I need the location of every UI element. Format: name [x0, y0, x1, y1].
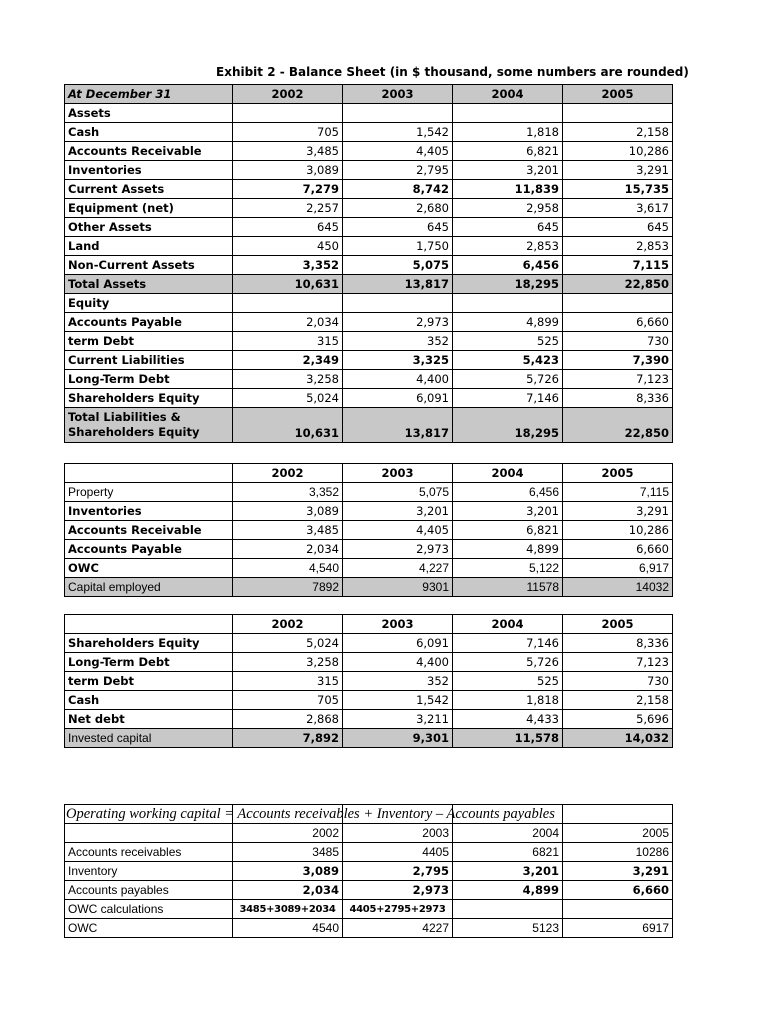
table-row: [65, 559, 673, 578]
cell-value: 11,839: [453, 180, 563, 199]
table-row: [65, 710, 673, 729]
row-label: Equipment (net): [65, 199, 233, 218]
cell-value: 18,295: [453, 408, 563, 443]
table-row: [65, 483, 673, 502]
row-label: Invested capital: [65, 729, 233, 748]
cell-value: 3,201: [453, 161, 563, 180]
cell-value: 9301: [343, 578, 453, 597]
invested-capital-table: [64, 614, 673, 748]
year-header: 2004: [453, 615, 563, 634]
cell-value: 352: [343, 332, 453, 351]
cell-value: 525: [453, 332, 563, 351]
cell-value: 8,336: [563, 389, 673, 408]
formula-row: [65, 805, 673, 824]
row-label: Non-Current Assets: [65, 256, 233, 275]
table-header-row: [65, 464, 673, 483]
cell-value: 3485+3089+2034: [233, 900, 343, 919]
cell-value: 9,301: [343, 729, 453, 748]
row-label: Current Assets: [65, 180, 233, 199]
cell-value: 2,349: [233, 351, 343, 370]
year-header: 2005: [563, 85, 673, 104]
cell-value: 6821: [453, 843, 563, 862]
cell-value: 7,115: [563, 256, 673, 275]
cell-value: 5,696: [563, 710, 673, 729]
cell-value: 645: [453, 218, 563, 237]
cell-value: 5123: [453, 919, 563, 938]
cell-value: 2,680: [343, 199, 453, 218]
cell-value: 2,958: [453, 199, 563, 218]
cell-value: 2,034: [233, 313, 343, 332]
cell-value: 6,456: [453, 256, 563, 275]
row-label: Accounts Payable: [65, 540, 233, 559]
cell-value: 4,899: [453, 313, 563, 332]
cell-value: 4,405: [343, 142, 453, 161]
table-header-row: [65, 824, 673, 843]
cell-value: 7892: [233, 578, 343, 597]
row-label: Long-Term Debt: [65, 370, 233, 389]
cell-value: 1,818: [453, 123, 563, 142]
cell-value: 3,485: [233, 142, 343, 161]
cell-value: 730: [563, 672, 673, 691]
cell-value: 10,631: [233, 275, 343, 294]
cell-value: 3,211: [343, 710, 453, 729]
cell-value: 3,325: [343, 351, 453, 370]
row-label: Net debt: [65, 710, 233, 729]
cell-value: 705: [233, 123, 343, 142]
cell-value: 6,456: [453, 483, 563, 502]
cell-value: 7,279: [233, 180, 343, 199]
cell-value: 10,286: [563, 521, 673, 540]
cell-value: 11,578: [453, 729, 563, 748]
row-label: Inventories: [65, 502, 233, 521]
cell-value: 4,899: [453, 540, 563, 559]
cell-value: 2,853: [453, 237, 563, 256]
header-label: At December 31: [65, 85, 233, 104]
cell-value: 10,286: [563, 142, 673, 161]
cell-value: 13,817: [343, 275, 453, 294]
cell-value: 7,390: [563, 351, 673, 370]
cell-value: 14,032: [563, 729, 673, 748]
table-row: [65, 540, 673, 559]
cell-value: 5,024: [233, 389, 343, 408]
cell-value: 2,034: [233, 540, 343, 559]
table-row: [65, 351, 673, 370]
table-row: [65, 881, 673, 900]
cell-value: 6,660: [563, 313, 673, 332]
table-row: [65, 142, 673, 161]
table-row: [65, 691, 673, 710]
row-label: Shareholders Equity: [65, 389, 233, 408]
cell-value: 5,024: [233, 634, 343, 653]
row-label: Capital employed: [65, 578, 233, 597]
cell-value: 15,735: [563, 180, 673, 199]
cell-value: 6,660: [563, 881, 673, 900]
cell-value: 730: [563, 332, 673, 351]
row-label: Accounts Receivable: [65, 521, 233, 540]
year-header: 2003: [343, 464, 453, 483]
cell-value: 18,295: [453, 275, 563, 294]
table-row: [65, 634, 673, 653]
cell-value: 3,089: [233, 862, 343, 881]
year-header: 2005: [563, 615, 673, 634]
year-header: 2002: [233, 85, 343, 104]
cell-value: 4,400: [343, 653, 453, 672]
table-row: [65, 199, 673, 218]
row-label: OWC calculations: [65, 900, 233, 919]
cell-value: 1,542: [343, 123, 453, 142]
cell-value: 2,853: [563, 237, 673, 256]
cell-value: 315: [233, 332, 343, 351]
year-header: 2003: [343, 824, 453, 843]
cell-value: 315: [233, 672, 343, 691]
year-header: 2004: [453, 824, 563, 843]
owc-formula: Operating working capital = Accounts receivables + Inventory – Accounts payables: [66, 806, 555, 822]
cell-value: 7,892: [233, 729, 343, 748]
row-label: Accounts receivables: [65, 843, 233, 862]
cell-value: 8,336: [563, 634, 673, 653]
cell-value: 7,115: [563, 483, 673, 502]
row-label: Current Liabilities: [65, 351, 233, 370]
cell-value: 6,821: [453, 521, 563, 540]
cell-value: 3,291: [563, 161, 673, 180]
table-row: [65, 370, 673, 389]
year-header: 2005: [563, 464, 673, 483]
table-row: [65, 862, 673, 881]
cell-value: 4,400: [343, 370, 453, 389]
total-row: [65, 919, 673, 938]
cell-value: 4,227: [343, 559, 453, 578]
year-header: 2004: [453, 85, 563, 104]
year-header: 2003: [343, 615, 453, 634]
cell-value: 5,122: [453, 559, 563, 578]
table-row: [65, 161, 673, 180]
cell-value: 2,973: [343, 540, 453, 559]
section-row: [65, 104, 673, 123]
cell-value: 7,123: [563, 653, 673, 672]
cell-value: 3485: [233, 843, 343, 862]
row-label: Accounts payables: [65, 881, 233, 900]
cell-value: 4227: [343, 919, 453, 938]
cell-value: 10,631: [233, 408, 343, 443]
total-row: [65, 578, 673, 597]
row-label: OWC: [65, 559, 233, 578]
total-row: [65, 275, 673, 294]
cell-value: 6917: [563, 919, 673, 938]
table-header-row: [65, 615, 673, 634]
cell-value: 13,817: [343, 408, 453, 443]
row-label: Cash: [65, 691, 233, 710]
table-row: [65, 672, 673, 691]
cell-value: 7,123: [563, 370, 673, 389]
table-row: [65, 123, 673, 142]
row-label: Inventories: [65, 161, 233, 180]
cell-value: 6,091: [343, 634, 453, 653]
cell-value: 4,540: [233, 559, 343, 578]
table-row: [65, 502, 673, 521]
total-row: [65, 729, 673, 748]
cell-value: 2,973: [343, 881, 453, 900]
capital-employed-table: [64, 463, 673, 597]
cell-value: 6,917: [563, 559, 673, 578]
row-label: Long-Term Debt: [65, 653, 233, 672]
row-label: Accounts Payable: [65, 313, 233, 332]
exhibit-title: Exhibit 2 - Balance Sheet (in $ thousand, some numbers are rounded): [216, 65, 689, 79]
cell-value: 10286: [563, 843, 673, 862]
cell-value: 2,868: [233, 710, 343, 729]
section-label: Equity: [65, 294, 233, 313]
cell-value: 3,352: [233, 256, 343, 275]
cell-value: 2,795: [343, 161, 453, 180]
row-label: Total Assets: [65, 275, 233, 294]
cell-value: 8,742: [343, 180, 453, 199]
cell-value: 2,257: [233, 199, 343, 218]
table-header-row: [65, 85, 673, 104]
cell-value: 6,821: [453, 142, 563, 161]
cell-value: 3,291: [563, 862, 673, 881]
cell-value: 4540: [233, 919, 343, 938]
cell-value: 22,850: [563, 275, 673, 294]
cell-value: 1,542: [343, 691, 453, 710]
cell-value: 11578: [453, 578, 563, 597]
total-row: [65, 408, 673, 443]
year-header: 2005: [563, 824, 673, 843]
table-row: [65, 653, 673, 672]
balance-sheet-table: [64, 84, 673, 443]
table-row: [65, 843, 673, 862]
row-label: term Debt: [65, 672, 233, 691]
cell-value: 3,258: [233, 653, 343, 672]
cell-value: 4405: [343, 843, 453, 862]
cell-value: 4405+2795+2973: [343, 900, 453, 919]
table-row: [65, 521, 673, 540]
row-label: OWC: [65, 919, 233, 938]
owc-table: [64, 804, 673, 938]
cell-value: 2,795: [343, 862, 453, 881]
cell-value: 6,660: [563, 540, 673, 559]
table-row: [65, 332, 673, 351]
cell-value: 450: [233, 237, 343, 256]
row-label: Property: [65, 483, 233, 502]
row-label: Total Liabilities & Shareholders Equity: [65, 408, 233, 443]
cell-value: 3,291: [563, 502, 673, 521]
cell-value: 645: [563, 218, 673, 237]
year-header: 2002: [233, 464, 343, 483]
cell-value: 22,850: [563, 408, 673, 443]
cell-value: 6,091: [343, 389, 453, 408]
cell-value: 2,034: [233, 881, 343, 900]
cell-value: 5,726: [453, 370, 563, 389]
cell-value: 3,089: [233, 161, 343, 180]
row-label: Other Assets: [65, 218, 233, 237]
cell-value: 525: [453, 672, 563, 691]
section-row: [65, 294, 673, 313]
cell-value: 2,158: [563, 691, 673, 710]
cell-value: 705: [233, 691, 343, 710]
cell-value: 1,818: [453, 691, 563, 710]
cell-value: 1,750: [343, 237, 453, 256]
table-row: [65, 218, 673, 237]
cell-value: 3,485: [233, 521, 343, 540]
cell-value: 5,423: [453, 351, 563, 370]
cell-value: 3,617: [563, 199, 673, 218]
cell-value: 4,433: [453, 710, 563, 729]
cell-value: 3,201: [453, 502, 563, 521]
table-row: [65, 256, 673, 275]
cell-value: 3,352: [233, 483, 343, 502]
cell-value: 3,089: [233, 502, 343, 521]
cell-value: 5,075: [343, 256, 453, 275]
year-header: 2004: [453, 464, 563, 483]
cell-value: 645: [343, 218, 453, 237]
table-row: [65, 313, 673, 332]
cell-value: 3,201: [343, 502, 453, 521]
cell-value: 2,158: [563, 123, 673, 142]
section-label: Assets: [65, 104, 233, 123]
cell-value: 3,258: [233, 370, 343, 389]
cell-value: 645: [233, 218, 343, 237]
year-header: 2002: [233, 615, 343, 634]
row-label: Shareholders Equity: [65, 634, 233, 653]
year-header: 2002: [233, 824, 343, 843]
cell-value: 2,973: [343, 313, 453, 332]
row-label: term Debt: [65, 332, 233, 351]
row-label: Inventory: [65, 862, 233, 881]
cell-value: 4,405: [343, 521, 453, 540]
table-row: [65, 180, 673, 199]
row-label: Land: [65, 237, 233, 256]
table-row: [65, 389, 673, 408]
cell-value: 14032: [563, 578, 673, 597]
table-row: [65, 900, 673, 919]
cell-value: 4,899: [453, 881, 563, 900]
year-header: 2003: [343, 85, 453, 104]
cell-value: 3,201: [453, 862, 563, 881]
cell-value: 5,075: [343, 483, 453, 502]
table-row: [65, 237, 673, 256]
cell-value: 7,146: [453, 389, 563, 408]
cell-value: 7,146: [453, 634, 563, 653]
row-label: Accounts Receivable: [65, 142, 233, 161]
cell-value: 352: [343, 672, 453, 691]
cell-value: 5,726: [453, 653, 563, 672]
row-label: Cash: [65, 123, 233, 142]
